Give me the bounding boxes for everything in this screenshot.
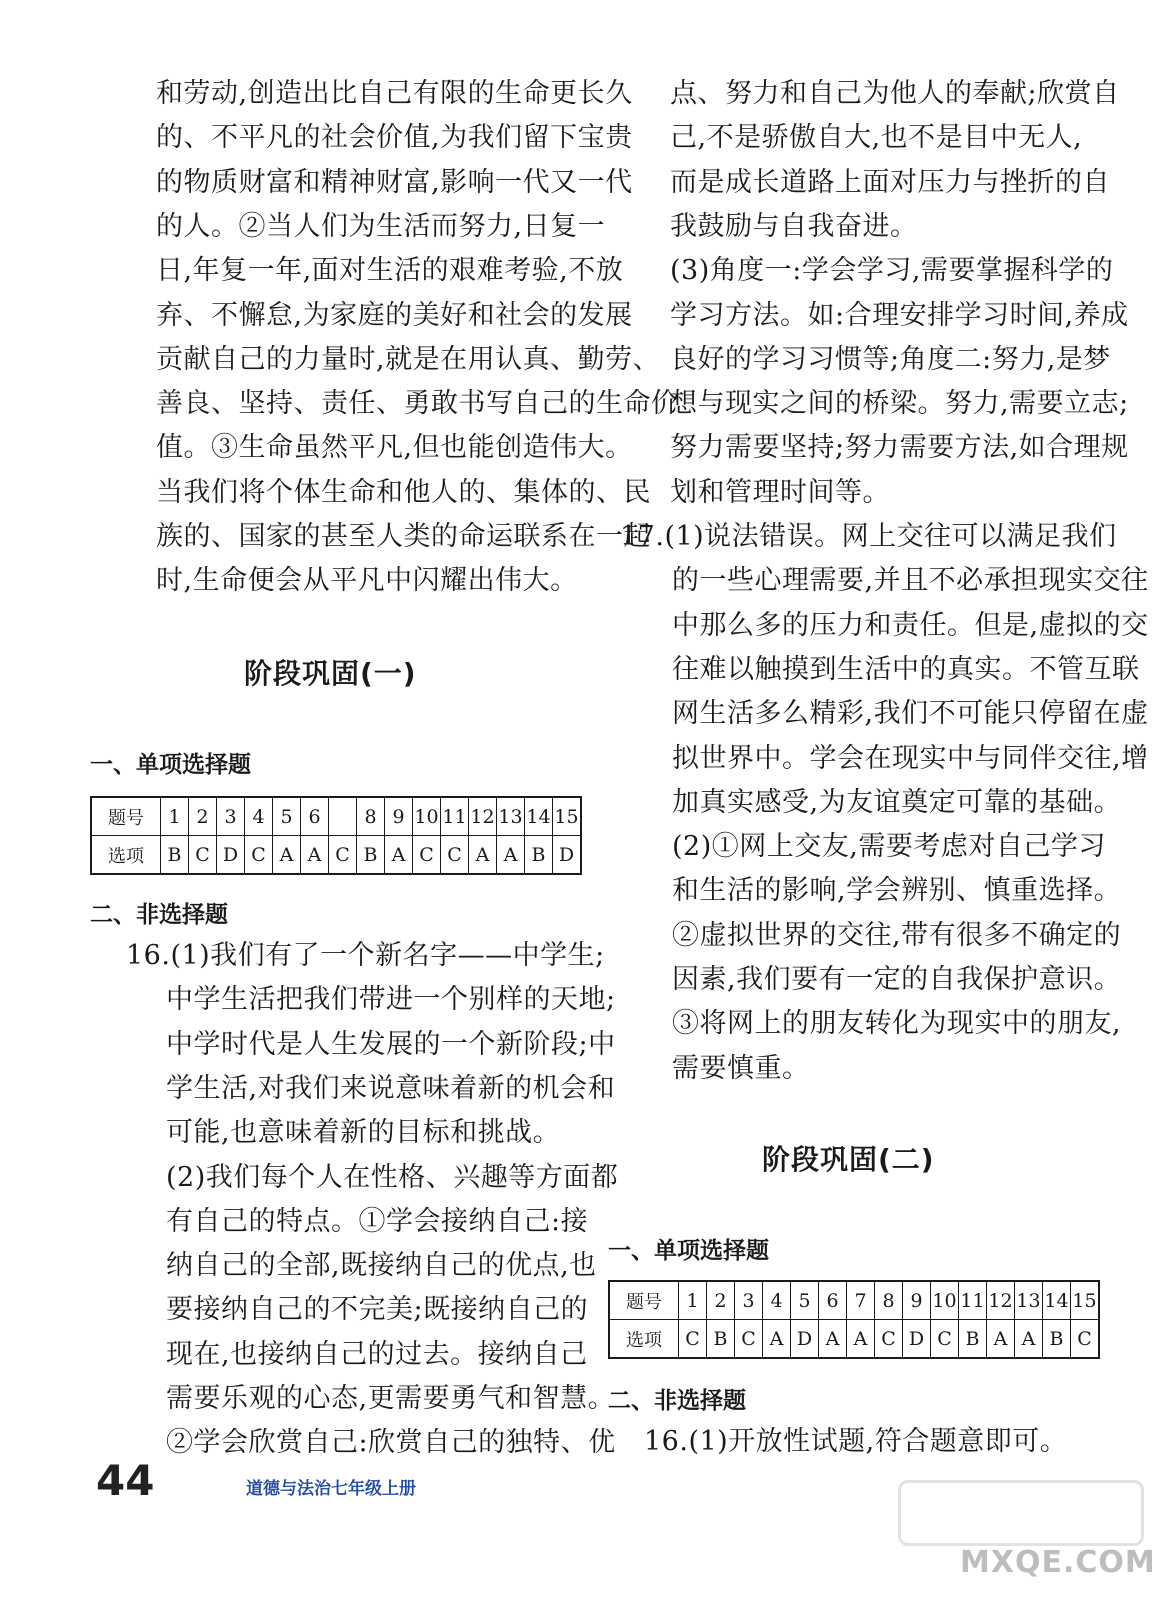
page-number: 44 (96, 1456, 155, 1505)
text-line: 值。③生命虽然平凡,但也能创造伟大。 (156, 432, 633, 464)
text-line: 要接纳自己的不完美;既接纳自己的 (166, 1294, 589, 1326)
text-line: 己,不是骄傲自大,也不是目中无人, (670, 122, 1083, 154)
answer-row-label: 选项 (91, 836, 161, 875)
answer-cell: D (217, 836, 245, 875)
answer-cell: C (245, 836, 273, 875)
question-number-cell: 11 (959, 1281, 987, 1320)
text-line: ②学会欣赏自己:欣赏自己的独特、优 (166, 1427, 616, 1459)
text-line: ②虚拟世界的交往,带有很多不确定的 (672, 919, 1122, 951)
question-number-cell: 9 (385, 797, 413, 836)
question-number-cell: 9 (903, 1281, 931, 1320)
answer-cell: C (329, 836, 357, 875)
question-number-cell: 14 (525, 797, 553, 836)
question-number-cell: 7 (847, 1281, 875, 1320)
table-answer-row (609, 1320, 1099, 1359)
answer-cell: C (931, 1320, 959, 1359)
question-number-cell: 13 (1015, 1281, 1043, 1320)
answer-cell: A (497, 836, 525, 875)
question-number-cell: 10 (931, 1281, 959, 1320)
answer-cell: C (735, 1320, 763, 1359)
section1-answer-table (90, 796, 582, 875)
text-line: 网生活多么精彩,我们不可能只停留在虚 (672, 698, 1149, 730)
text-line: 贡献自己的力量时,就是在用认真、勤劳、 (156, 343, 661, 375)
text-line: 和劳动,创造出比自己有限的生命更长久 (156, 78, 633, 109)
question-number-cell: 10 (413, 797, 441, 836)
text-line: 拟世界中。学会在现实中与同伴交往,增 (672, 742, 1149, 774)
question-number-cell: 5 (273, 797, 301, 836)
answer-cell: B (1043, 1320, 1071, 1359)
answer-cell: A (847, 1320, 875, 1359)
section2-nonchoice-heading: 二、非选择题 (608, 1388, 746, 1414)
text-line: 中那么多的压力和责任。但是,虚拟的交 (672, 609, 1149, 641)
text-line: 良好的学习习惯等;角度二:努力,是梦 (670, 343, 1111, 375)
text-line: (3)角度一:学会学习,需要掌握科学的 (670, 255, 1114, 287)
answer-cell: B (707, 1320, 735, 1359)
question-number-cell: 12 (987, 1281, 1015, 1320)
answer-cell: A (763, 1320, 791, 1359)
text-line: 的人。②当人们为生活而努力,日复一 (156, 210, 606, 242)
question-number-cell: 3 (217, 797, 245, 836)
section1-nonchoice-heading: 二、非选择题 (90, 902, 228, 928)
answer-cell: B (357, 836, 385, 875)
question-number-cell: 12 (469, 797, 497, 836)
answer-cell: C (189, 836, 217, 875)
text-line: 因素,我们要有一定的自我保护意识。 (672, 964, 1122, 995)
answer-row-label: 选项 (609, 1320, 679, 1359)
section2-answer-table (608, 1280, 1100, 1359)
text-line: 点、努力和自己为他人的奉献;欣赏自 (670, 78, 1120, 109)
answer-cell: D (791, 1320, 819, 1359)
section2-q16-line: 16.(1)开放性试题,符合题意即可。 (644, 1426, 1068, 1457)
text-line: 当我们将个体生命和他人的、集体的、民 (156, 476, 651, 508)
text-line: (2)①网上交友,需要考虑对自己学习 (672, 831, 1106, 863)
text-line: 划和管理时间等。 (670, 476, 890, 508)
question-number-cell: 8 (875, 1281, 903, 1320)
text-line: 日,年复一年,面对生活的艰难考验,不放 (156, 255, 624, 287)
section1-title: 阶段巩固(一) (244, 657, 417, 690)
answer-cell: B (525, 836, 553, 875)
text-line: 的、不平凡的社会价值,为我们留下宝贵 (156, 122, 633, 154)
answer-cell: A (273, 836, 301, 875)
table-answer-row (91, 836, 581, 875)
text-line: 有自己的特点。①学会接纳自己:接 (166, 1205, 589, 1237)
text-line: 想与现实之间的桥梁。努力,需要立志; (670, 388, 1129, 420)
answer-cell: C (679, 1320, 707, 1359)
question-number-cell: 4 (763, 1281, 791, 1320)
text-line: 16.(1)我们有了一个新名字——中学生; (126, 940, 605, 971)
text-line: 纳自己的全部,既接纳自己的优点,也 (166, 1250, 597, 1282)
text-line: 善良、坚持、责任、勇敢书写自己的生命价 (156, 388, 679, 420)
text-line: 时,生命便会从平凡中闪耀出伟大。 (156, 565, 578, 597)
answer-cell: D (553, 836, 582, 875)
text-line: 族的、国家的甚至人类的命运联系在一起 (156, 521, 651, 552)
answer-cell: C (413, 836, 441, 875)
section1-choice-heading: 一、单项选择题 (90, 752, 251, 778)
question-number-cell: 8 (357, 797, 385, 836)
text-line: 加真实感受,为友谊奠定可靠的基础。 (672, 786, 1122, 818)
answer-cell: A (819, 1320, 847, 1359)
text-line: 学习方法。如:合理安排学习时间,养成 (670, 299, 1129, 331)
answer-cell: B (161, 836, 189, 875)
question-number-cell: 1 (161, 797, 189, 836)
text-line: 学生活,对我们来说意味着新的机会和 (166, 1072, 616, 1104)
answer-cell: C (875, 1320, 903, 1359)
book-title: 道德与法治七年级上册 (246, 1479, 416, 1499)
answer-cell: B (959, 1320, 987, 1359)
number-row-label: 题号 (91, 797, 161, 836)
answer-cell: A (385, 836, 413, 875)
section2-title: 阶段巩固(二) (762, 1143, 935, 1176)
answer-cell: A (987, 1320, 1015, 1359)
section2-choice-heading: 一、单项选择题 (608, 1238, 769, 1264)
text-line: 往难以触摸到生活中的真实。不管互联 (672, 653, 1140, 685)
answer-cell: A (1015, 1320, 1043, 1359)
text-line: 需要乐观的心态,更需要勇气和智慧。 (166, 1383, 616, 1414)
text-line: 的一些心理需要,并且不必承担现实交往 (672, 565, 1149, 597)
answer-cell: D (903, 1320, 931, 1359)
question-number-cell: 3 (735, 1281, 763, 1320)
number-row-label: 题号 (609, 1281, 679, 1320)
text-line: (2)我们每个人在性格、兴趣等方面都 (166, 1161, 619, 1193)
text-line: 弃、不懈怠,为家庭的美好和社会的发展 (156, 299, 633, 331)
watermark-logo-icon (898, 1480, 1144, 1546)
question-number-cell (329, 797, 357, 836)
answer-cell: C (1071, 1320, 1100, 1359)
question-number-cell: 4 (245, 797, 273, 836)
table-number-row (91, 797, 581, 836)
question-number-cell: 13 (497, 797, 525, 836)
question-number-cell: 15 (553, 797, 582, 836)
answer-cell: A (469, 836, 497, 875)
question-number-cell: 14 (1043, 1281, 1071, 1320)
text-line: 中学生活把我们带进一个别样的天地; (166, 984, 616, 1016)
text-line: 可能,也意味着新的目标和挑战。 (166, 1117, 561, 1149)
question-number-cell: 2 (189, 797, 217, 836)
table-number-row (609, 1281, 1099, 1320)
question-number-cell: 2 (707, 1281, 735, 1320)
question-number-cell: 6 (819, 1281, 847, 1320)
text-line: 和生活的影响,学会辨别、慎重选择。 (672, 875, 1122, 907)
text-line: 需要慎重。 (672, 1052, 810, 1084)
text-line: 而是成长道路上面对压力与挫折的自 (670, 166, 1110, 198)
question-number-cell: 1 (679, 1281, 707, 1320)
text-line: 的物质财富和精神财富,影响一代又一代 (156, 166, 633, 198)
question-number-cell: 6 (301, 797, 329, 836)
text-line: ③将网上的朋友转化为现实中的朋友, (672, 1008, 1122, 1040)
question-number-cell: 11 (441, 797, 469, 836)
text-line: 努力需要坚持;努力需要方法,如合理规 (670, 432, 1129, 464)
text-line: 现在,也接纳自己的过去。接纳自己 (166, 1338, 588, 1370)
question-number-cell: 15 (1071, 1281, 1100, 1320)
text-line: 我鼓励与自我奋进。 (670, 210, 918, 242)
text-line: 17.(1)说法错误。网上交往可以满足我们 (620, 521, 1117, 552)
text-line: 中学时代是人生发展的一个新阶段;中 (166, 1028, 616, 1060)
watermark-url: MXQE.COM (960, 1545, 1156, 1580)
answer-cell: C (441, 836, 469, 875)
question-number-cell: 5 (791, 1281, 819, 1320)
answer-cell: A (301, 836, 329, 875)
